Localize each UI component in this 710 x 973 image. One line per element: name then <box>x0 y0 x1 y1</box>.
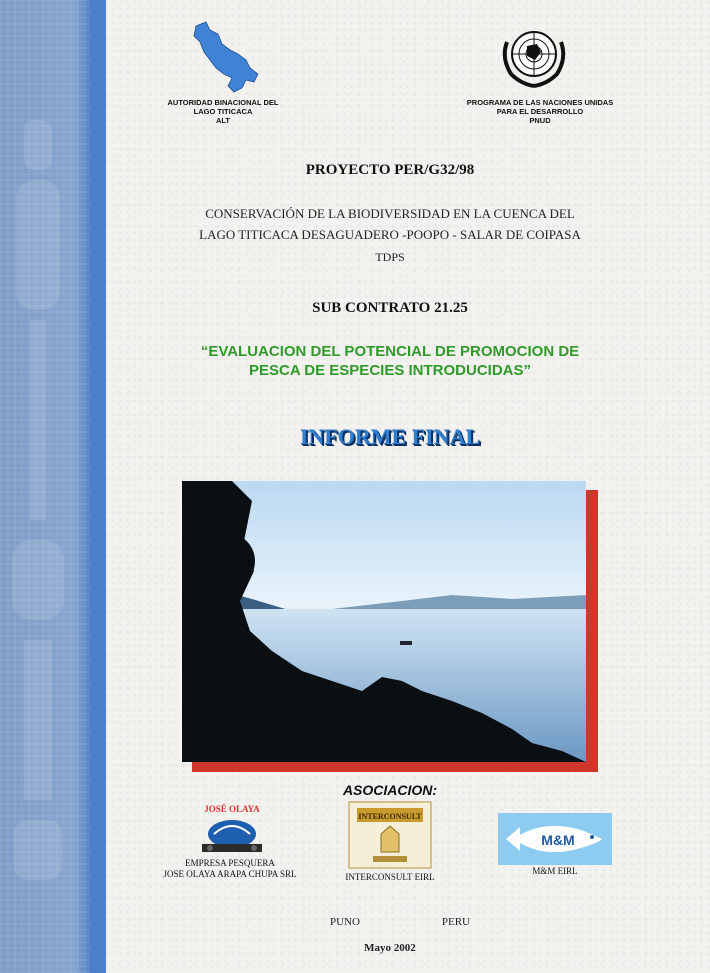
un-emblem-icon <box>497 22 571 92</box>
study-title-line: “EVALUACION DEL POTENCIAL DE PROMOCION DE <box>200 343 580 360</box>
project-title-line: LAGO TITICACA DESAGUADERO -POOPO - SALAR DE COIPASA <box>199 227 581 242</box>
location <box>330 916 470 928</box>
interconsult-logo <box>347 800 433 870</box>
study-title-line: PESCA DE ESPECIES INTRODUCIDAS” <box>249 362 531 379</box>
right-org-line: PROGRAMA DE LAS NACIONES UNIDAS <box>466 98 614 107</box>
svg-text:INTERCONSULT: INTERCONSULT <box>358 812 422 821</box>
spine-pattern-icon <box>6 120 76 960</box>
left-org-caption <box>148 98 298 125</box>
svg-text:M&M: M&M <box>541 832 575 848</box>
publication-date: Mayo 2002 <box>364 942 416 954</box>
project-code: PROYECTO PER/G32/98 <box>305 162 475 178</box>
association-label: ASOCIACION: <box>342 782 438 798</box>
lake-landscape-photo <box>182 481 586 762</box>
left-org-line: AUTORIDAD BINACIONAL DEL <box>167 98 279 107</box>
spine-stripe <box>90 0 106 973</box>
left-org-line: ALT <box>215 116 231 125</box>
partner-caption-line: JOSE OLAYA ARAPA CHUPA SRL <box>163 869 297 879</box>
study-title <box>150 342 630 380</box>
svg-text:JOSÉ OLAYA: JOSÉ OLAYA <box>204 804 260 814</box>
partner-caption-line: EMPRESA PESQUERA <box>185 858 275 868</box>
subcontract-number: SUB CONTRATO 21.25 <box>312 300 468 316</box>
mm-fish-logo <box>498 813 612 865</box>
project-title <box>160 203 620 268</box>
right-org-caption <box>440 98 640 125</box>
country: PERU <box>441 916 470 928</box>
left-org-line: LAGO TITICACA <box>193 107 253 116</box>
report-type: INFORME FINAL <box>299 424 481 449</box>
right-org-line: PARA EL DESARROLLO <box>496 107 584 116</box>
partner-caption <box>130 858 330 880</box>
lake-titicaca-map-icon <box>188 20 262 96</box>
partner-caption: INTERCONSULT EIRL <box>345 872 435 882</box>
project-acronym: TDPS <box>375 250 405 264</box>
partner-caption: M&M EIRL <box>532 866 578 876</box>
city: PUNO <box>330 916 360 928</box>
project-title-line: CONSERVACIÓN DE LA BIODIVERSIDAD EN LA CUENCA DEL <box>205 206 575 221</box>
right-org-line: PNUD <box>529 116 551 125</box>
jose-olaya-logo <box>192 800 272 858</box>
